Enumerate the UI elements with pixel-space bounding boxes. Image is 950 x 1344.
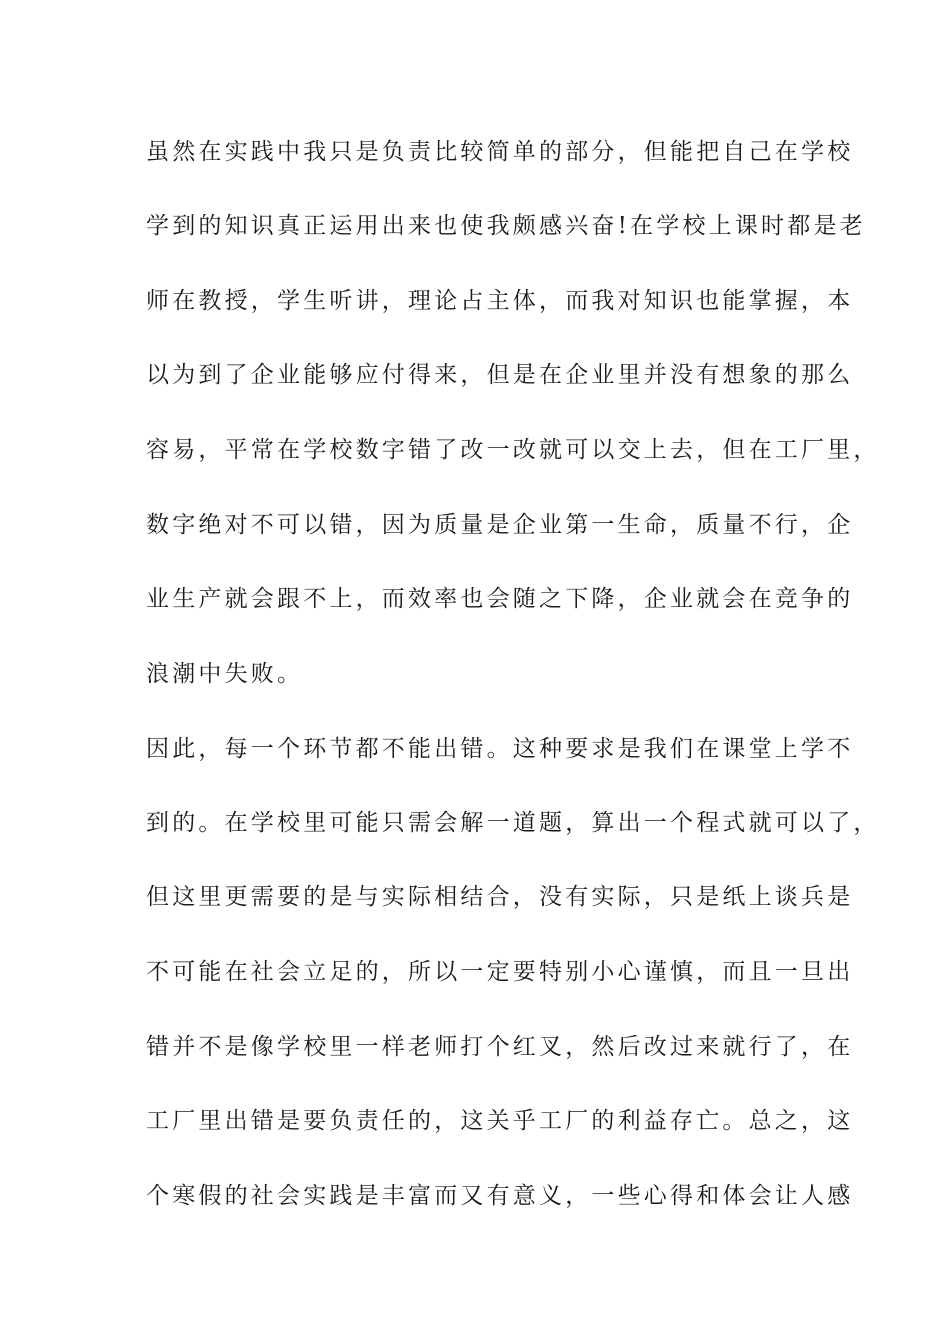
text-line: 工厂里出错是要负责任的，这关乎工厂的利益存亡。总之，这 [146, 1108, 854, 1134]
text-line: 浪潮中失败。 [146, 661, 304, 687]
text-line: 以为到了企业能够应付得来，但是在企业里并没有想象的那么 [146, 362, 854, 388]
text-line: 个寒假的社会实践是丰富而又有意义，一些心得和体会让人感 [146, 1183, 854, 1209]
text-line: 容易，平常在学校数字错了改一改就可以交上去，但在工厂里， [146, 437, 880, 463]
text-line: 不可能在社会立足的，所以一定要特别小心谨慎，而且一旦出 [146, 959, 854, 985]
text-line: 但这里更需要的是与实际相结合，没有实际，只是纸上谈兵是 [146, 884, 854, 910]
text-line: 业生产就会跟不上，而效率也会随之下降，企业就会在竞争的 [146, 586, 854, 612]
text-line: 师在教授，学生听讲，理论占主体，而我对知识也能掌握，本 [146, 288, 854, 314]
text-line: 数字绝对不可以错，因为质量是企业第一生命，质量不行，企 [146, 512, 854, 538]
text-line: 错并不是像学校里一样老师打个红叉，然后改过来就行了，在 [146, 1034, 854, 1060]
text-line: 因此，每一个环节都不能出错。这种要求是我们在课堂上学不 [146, 736, 854, 762]
text-line: 学到的知识真正运用出来也使我颇感兴奋!在学校上课时都是老 [146, 213, 866, 239]
text-line: 到的。在学校里可能只需会解一道题，算出一个程式就可以了， [146, 810, 880, 836]
text-line: 虽然在实践中我只是负责比较简单的部分，但能把自己在学校 [146, 139, 854, 165]
